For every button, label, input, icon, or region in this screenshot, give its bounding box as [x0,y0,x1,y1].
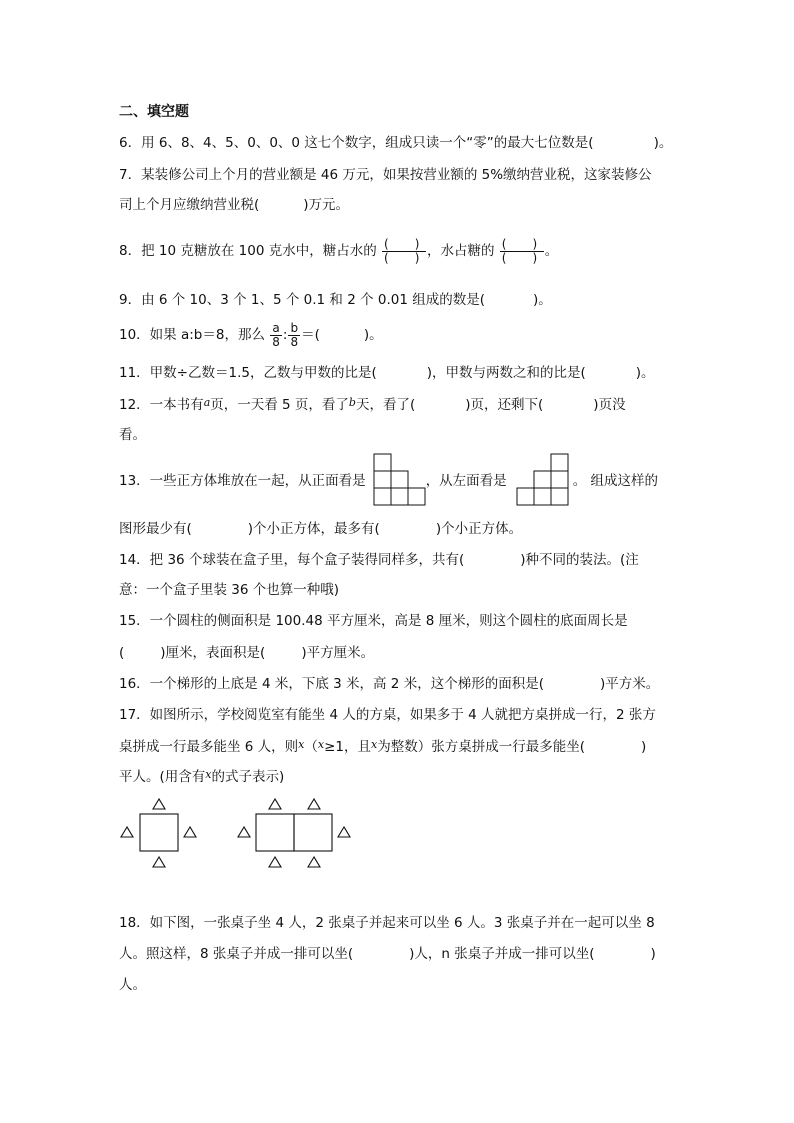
table-square [140,814,178,851]
fraction-blank[interactable]: $\frac{( )}{( )}$ [500,238,544,265]
question-18-line1: 18．如下图，一张桌子坐 4 人，2 张桌子并起来可以坐 6 人。3 张桌子并在一起可以坐 8 [119,915,655,931]
seat-triangle [269,857,281,867]
question-17-line2: 桌拼成一行最多能坐 6 人，则$^x$（$^x$≥1，且$^x$为整数）张方桌拼成一行最多能坐( ) [119,738,647,755]
fraction-blank[interactable]: $\frac{( )}{( )}$ [382,238,426,265]
question-17-line3: 平人。(用含有$^x$的式子表示) [119,768,285,785]
seat-triangle [308,799,320,809]
fraction-a-over-8: $\frac{a}{8}$ [272,320,280,349]
question-18-line2: 人。照这样，8 张桌子并成一排可以坐( )人，n 张桌子并成一排可以坐( ) [119,946,656,962]
question-17-line1: 17．如图所示，学校阅览室有能坐 4 人的方桌，如果多于 4 人就把方桌拼成一行，2 张方 [119,707,656,723]
table-square [256,814,294,851]
question-18-line3: 人。 [119,977,146,993]
question-15-line1: 15．一个圆柱的侧面积是 100.48 平方厘米，高是 8 厘米，则这个圆柱的底面周长是 [119,613,628,629]
seat-triangle [238,827,250,837]
question-12-line2: 看。 [119,427,146,443]
question-15-line2: ( )厘米，表面积是( )平方厘米。 [119,645,375,661]
question-14-line1: 14．把 36 个球装在盒子里，每个盒子装得同样多，共有( )种不同的装法。(注 [119,552,639,568]
question-8: 8．把 10 克糖放在 100 克水中，糖占水的 $\frac{( )}{( )}$ ，水占糖的 $\frac{( )}{( )}$ 。 [119,236,559,265]
seat-triangle [121,827,133,837]
question-7-line1: 7．某装修公司上个月的营业额是 46 万元，如果按营业额的 5%缴纳营业税，这家装修公 [119,167,652,183]
question-11: 11．甲数÷乙数＝1.5，乙数与甲数的比是( )，甲数与两数之和的比是( )。 [119,365,655,381]
table-square [294,814,332,851]
question-12-line1: 12．一本书有$^a$页，一天看 5 页，看了$^b$天，看了( )页，还剩下( )页没 [119,396,626,413]
seat-triangle [269,799,281,809]
seat-triangle [184,827,196,837]
section-title: 二、填空题 [119,104,189,120]
question-9: 9．由 6 个 10、3 个 1、5 个 0.1 和 2 个 0.01 组成的数是( )。 [119,292,552,308]
question-14-line2: 意：一个盒子里装 36 个也算一种哦) [119,582,340,598]
question-10: 10．如果 a:b＝8，那么 $\frac{a}{8}$ : $\frac{b}{8}$ ＝( )。 [119,320,383,349]
seat-triangle [338,827,350,837]
question-16: 16．一个梯形的上底是 4 米，下底 3 米，高 2 米，这个梯形的面积是( )平方米。 [119,676,660,692]
fraction-b-over-8: $\frac{b}{8}$ [290,320,299,349]
seat-triangle [153,857,165,867]
seat-triangle [308,857,320,867]
question-13-line2: 图形最少有( )个小正方体，最多有( )个小正方体。 [119,521,523,537]
question-7-line2: 司上个月应缴纳营业税( )万元。 [119,197,350,213]
question-13-line1: 13．一些正方体堆放在一起，从正面看是 ，从左面看是 。 组成这样的 [119,473,658,489]
seat-triangle [153,799,165,809]
question-6: 6．用 6、8、4、5、0、0、0 这七个数字，组成只读一个“零”的最大七位数是( )。 [119,135,673,151]
